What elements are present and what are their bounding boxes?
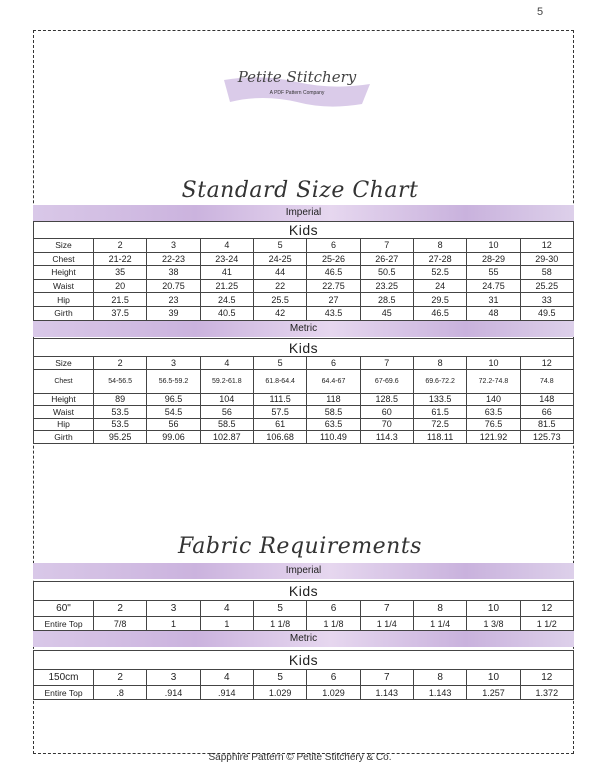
table-cell: 6 (307, 357, 360, 370)
table-cell: 23 (147, 293, 200, 307)
table-cell: 1 1/8 (253, 617, 306, 631)
table-cell: 1 (200, 617, 253, 631)
table-cell: 148 (520, 393, 573, 406)
table-cell: 61.5 (413, 406, 466, 419)
table-cell: 111.5 (253, 393, 306, 406)
table-cell: 76.5 (467, 418, 520, 431)
table-cell: 8 (413, 670, 466, 686)
table-cell: 56 (147, 418, 200, 431)
table-cell: 114.3 (360, 431, 413, 444)
table-cell: 64.4-67 (307, 369, 360, 393)
table-cell: 125.73 (520, 431, 573, 444)
table-cell: 39 (147, 306, 200, 320)
table-cell: 74.8 (520, 369, 573, 393)
table-cell: 133.5 (413, 393, 466, 406)
row-label: Hip (34, 418, 94, 431)
table-cell: 7 (360, 357, 413, 370)
table-cell: 44 (253, 266, 306, 280)
table-cell: 8 (413, 357, 466, 370)
table-row (34, 670, 574, 686)
table-cell: 63.5 (307, 418, 360, 431)
table-cell: 1 3/8 (467, 617, 520, 631)
table-cell: 41 (200, 266, 253, 280)
table-cell: 1.029 (253, 686, 306, 700)
table-row (34, 406, 574, 419)
table-cell: 23-24 (200, 252, 253, 266)
table-row (34, 266, 574, 280)
row-label: Chest (34, 252, 94, 266)
table-cell: 21-22 (94, 252, 147, 266)
table-cell: 1.143 (360, 686, 413, 700)
row-label: Entire Top (34, 617, 94, 631)
metric-band: Metric (33, 321, 574, 337)
table-row (34, 418, 574, 431)
table-cell: 20 (94, 279, 147, 293)
table-cell: 4 (200, 670, 253, 686)
page-number: 5 (537, 6, 544, 18)
table-cell: 56.5-59.2 (147, 369, 200, 393)
table-cell: 66 (520, 406, 573, 419)
table-cell: 5 (253, 239, 306, 253)
table-cell: 61.8-64.4 (253, 369, 306, 393)
size-chart-title: Standard Size Chart (181, 178, 419, 203)
row-label: 150cm (34, 670, 94, 686)
table-row (34, 252, 574, 266)
table-cell: 54-56.5 (94, 369, 147, 393)
table-cell: 24-25 (253, 252, 306, 266)
table-cell: 48 (467, 306, 520, 320)
row-label: Waist (34, 279, 94, 293)
table-row (34, 239, 574, 253)
table-cell: 70 (360, 418, 413, 431)
table-row (34, 431, 574, 444)
table-row (34, 686, 574, 700)
table-cell: 22 (253, 279, 306, 293)
table-cell: 43.5 (307, 306, 360, 320)
table-cell: 2 (94, 670, 147, 686)
table-cell: 28-29 (467, 252, 520, 266)
table-cell: 7 (360, 670, 413, 686)
table-cell: 10 (467, 601, 520, 617)
fabric-metric-table (33, 650, 574, 700)
table-cell: 58.5 (307, 406, 360, 419)
table-cell: 45 (360, 306, 413, 320)
row-label: 60" (34, 601, 94, 617)
table-cell: 8 (413, 239, 466, 253)
table-cell: 57.5 (253, 406, 306, 419)
table-cell: 29.5 (413, 293, 466, 307)
table-cell: 49.5 (520, 306, 573, 320)
logo-name: Petite Stitchery (237, 68, 357, 86)
table-cell: 6 (307, 601, 360, 617)
imperial-size-table (33, 221, 574, 321)
table-cell: 56 (200, 406, 253, 419)
table-row (34, 357, 574, 370)
table-cell: 21.25 (200, 279, 253, 293)
fabric-imperial-table (33, 581, 574, 631)
table-cell: 6 (307, 670, 360, 686)
table-cell: 5 (253, 670, 306, 686)
table-cell: 12 (520, 357, 573, 370)
row-label: Girth (34, 306, 94, 320)
fabric-requirements-title: Fabric Requirements (178, 534, 422, 559)
table-cell: 140 (467, 393, 520, 406)
row-label: Girth (34, 431, 94, 444)
table-cell: 72.5 (413, 418, 466, 431)
logo-tagline: A PDF Pattern Company (269, 90, 325, 96)
table-cell: 99.06 (147, 431, 200, 444)
table-cell: 61 (253, 418, 306, 431)
table-cell: 67-69.6 (360, 369, 413, 393)
table-cell: 27-28 (413, 252, 466, 266)
table-cell: 95.25 (94, 431, 147, 444)
table-cell: 110.49 (307, 431, 360, 444)
table-cell: 96.5 (147, 393, 200, 406)
table-row (34, 279, 574, 293)
table-cell: 1 1/4 (360, 617, 413, 631)
table-cell: 25.25 (520, 279, 573, 293)
table-cell: 3 (147, 670, 200, 686)
table-cell: 35 (94, 266, 147, 280)
table-header: Kids (34, 222, 574, 239)
table-cell: 8 (413, 601, 466, 617)
table-cell: 1.143 (413, 686, 466, 700)
logo (222, 62, 372, 117)
table-cell: 37.5 (94, 306, 147, 320)
table-cell: .914 (147, 686, 200, 700)
row-label: Waist (34, 406, 94, 419)
table-row (34, 393, 574, 406)
table-cell: 118.11 (413, 431, 466, 444)
table-cell: 46.5 (413, 306, 466, 320)
row-label: Height (34, 393, 94, 406)
table-cell: 12 (520, 239, 573, 253)
table-cell: 7 (360, 601, 413, 617)
table-header: Kids (34, 339, 574, 357)
table-cell: 54.5 (147, 406, 200, 419)
table-cell: 24.75 (467, 279, 520, 293)
table-cell: .8 (94, 686, 147, 700)
table-cell: 1.257 (467, 686, 520, 700)
table-cell: 25-26 (307, 252, 360, 266)
table-cell: 58.5 (200, 418, 253, 431)
table-cell: 2 (94, 239, 147, 253)
table-cell: 1 1/2 (520, 617, 573, 631)
table-cell: 22.75 (307, 279, 360, 293)
table-cell: 1.372 (520, 686, 573, 700)
table-cell: 20.75 (147, 279, 200, 293)
table-cell: 25.5 (253, 293, 306, 307)
table-cell: 4 (200, 239, 253, 253)
table-row (34, 293, 574, 307)
table-cell: 22-23 (147, 252, 200, 266)
table-cell: 58 (520, 266, 573, 280)
table-cell: 2 (94, 357, 147, 370)
table-cell: 4 (200, 357, 253, 370)
table-cell: 10 (467, 357, 520, 370)
row-label: Size (34, 357, 94, 370)
table-cell: 5 (253, 357, 306, 370)
fabric-metric-band: Metric (33, 631, 574, 647)
imperial-band: Imperial (33, 205, 574, 221)
table-cell: 63.5 (467, 406, 520, 419)
metric-size-table (33, 338, 574, 444)
table-cell: 23.25 (360, 279, 413, 293)
table-cell: 7 (360, 239, 413, 253)
table-header: Kids (34, 651, 574, 670)
table-cell: 55 (467, 266, 520, 280)
table-cell: 53.5 (94, 406, 147, 419)
table-cell: 81.5 (520, 418, 573, 431)
table-cell: 128.5 (360, 393, 413, 406)
table-cell: 1 1/4 (413, 617, 466, 631)
table-cell: 26-27 (360, 252, 413, 266)
row-label: Chest (34, 369, 94, 393)
table-row (34, 369, 574, 393)
table-cell: 52.5 (413, 266, 466, 280)
table-row (34, 601, 574, 617)
table-cell: 3 (147, 357, 200, 370)
table-cell: 38 (147, 266, 200, 280)
table-cell: 1 (147, 617, 200, 631)
table-cell: 53.5 (94, 418, 147, 431)
table-cell: 3 (147, 239, 200, 253)
table-row (34, 617, 574, 631)
table-cell: 50.5 (360, 266, 413, 280)
table-cell: 1.029 (307, 686, 360, 700)
table-cell: 27 (307, 293, 360, 307)
table-cell: 89 (94, 393, 147, 406)
table-cell: 4 (200, 601, 253, 617)
table-cell: 33 (520, 293, 573, 307)
table-cell: 1 1/8 (307, 617, 360, 631)
table-cell: 102.87 (200, 431, 253, 444)
table-cell: 31 (467, 293, 520, 307)
row-label: Hip (34, 293, 94, 307)
table-header: Kids (34, 582, 574, 601)
table-cell: 106.68 (253, 431, 306, 444)
table-cell: 29-30 (520, 252, 573, 266)
row-label: Entire Top (34, 686, 94, 700)
table-cell: 42 (253, 306, 306, 320)
table-cell: 46.5 (307, 266, 360, 280)
table-cell: 2 (94, 601, 147, 617)
table-cell: 118 (307, 393, 360, 406)
table-cell: 24 (413, 279, 466, 293)
table-cell: 21.5 (94, 293, 147, 307)
table-cell: 121.92 (467, 431, 520, 444)
footer: Sapphire Pattern © Petite Stitchery & Co. (208, 752, 392, 763)
row-label: Size (34, 239, 94, 253)
table-cell: 5 (253, 601, 306, 617)
table-cell: 6 (307, 239, 360, 253)
table-cell: .914 (200, 686, 253, 700)
table-cell: 10 (467, 670, 520, 686)
table-cell: 59.2-61.8 (200, 369, 253, 393)
table-cell: 60 (360, 406, 413, 419)
table-cell: 69.6-72.2 (413, 369, 466, 393)
table-cell: 28.5 (360, 293, 413, 307)
table-cell: 40.5 (200, 306, 253, 320)
table-cell: 24.5 (200, 293, 253, 307)
table-cell: 72.2-74.8 (467, 369, 520, 393)
table-row (34, 306, 574, 320)
table-cell: 7/8 (94, 617, 147, 631)
table-cell: 10 (467, 239, 520, 253)
table-cell: 12 (520, 601, 573, 617)
table-cell: 3 (147, 601, 200, 617)
fabric-imperial-band: Imperial (33, 563, 574, 579)
table-cell: 104 (200, 393, 253, 406)
table-cell: 12 (520, 670, 573, 686)
row-label: Height (34, 266, 94, 280)
